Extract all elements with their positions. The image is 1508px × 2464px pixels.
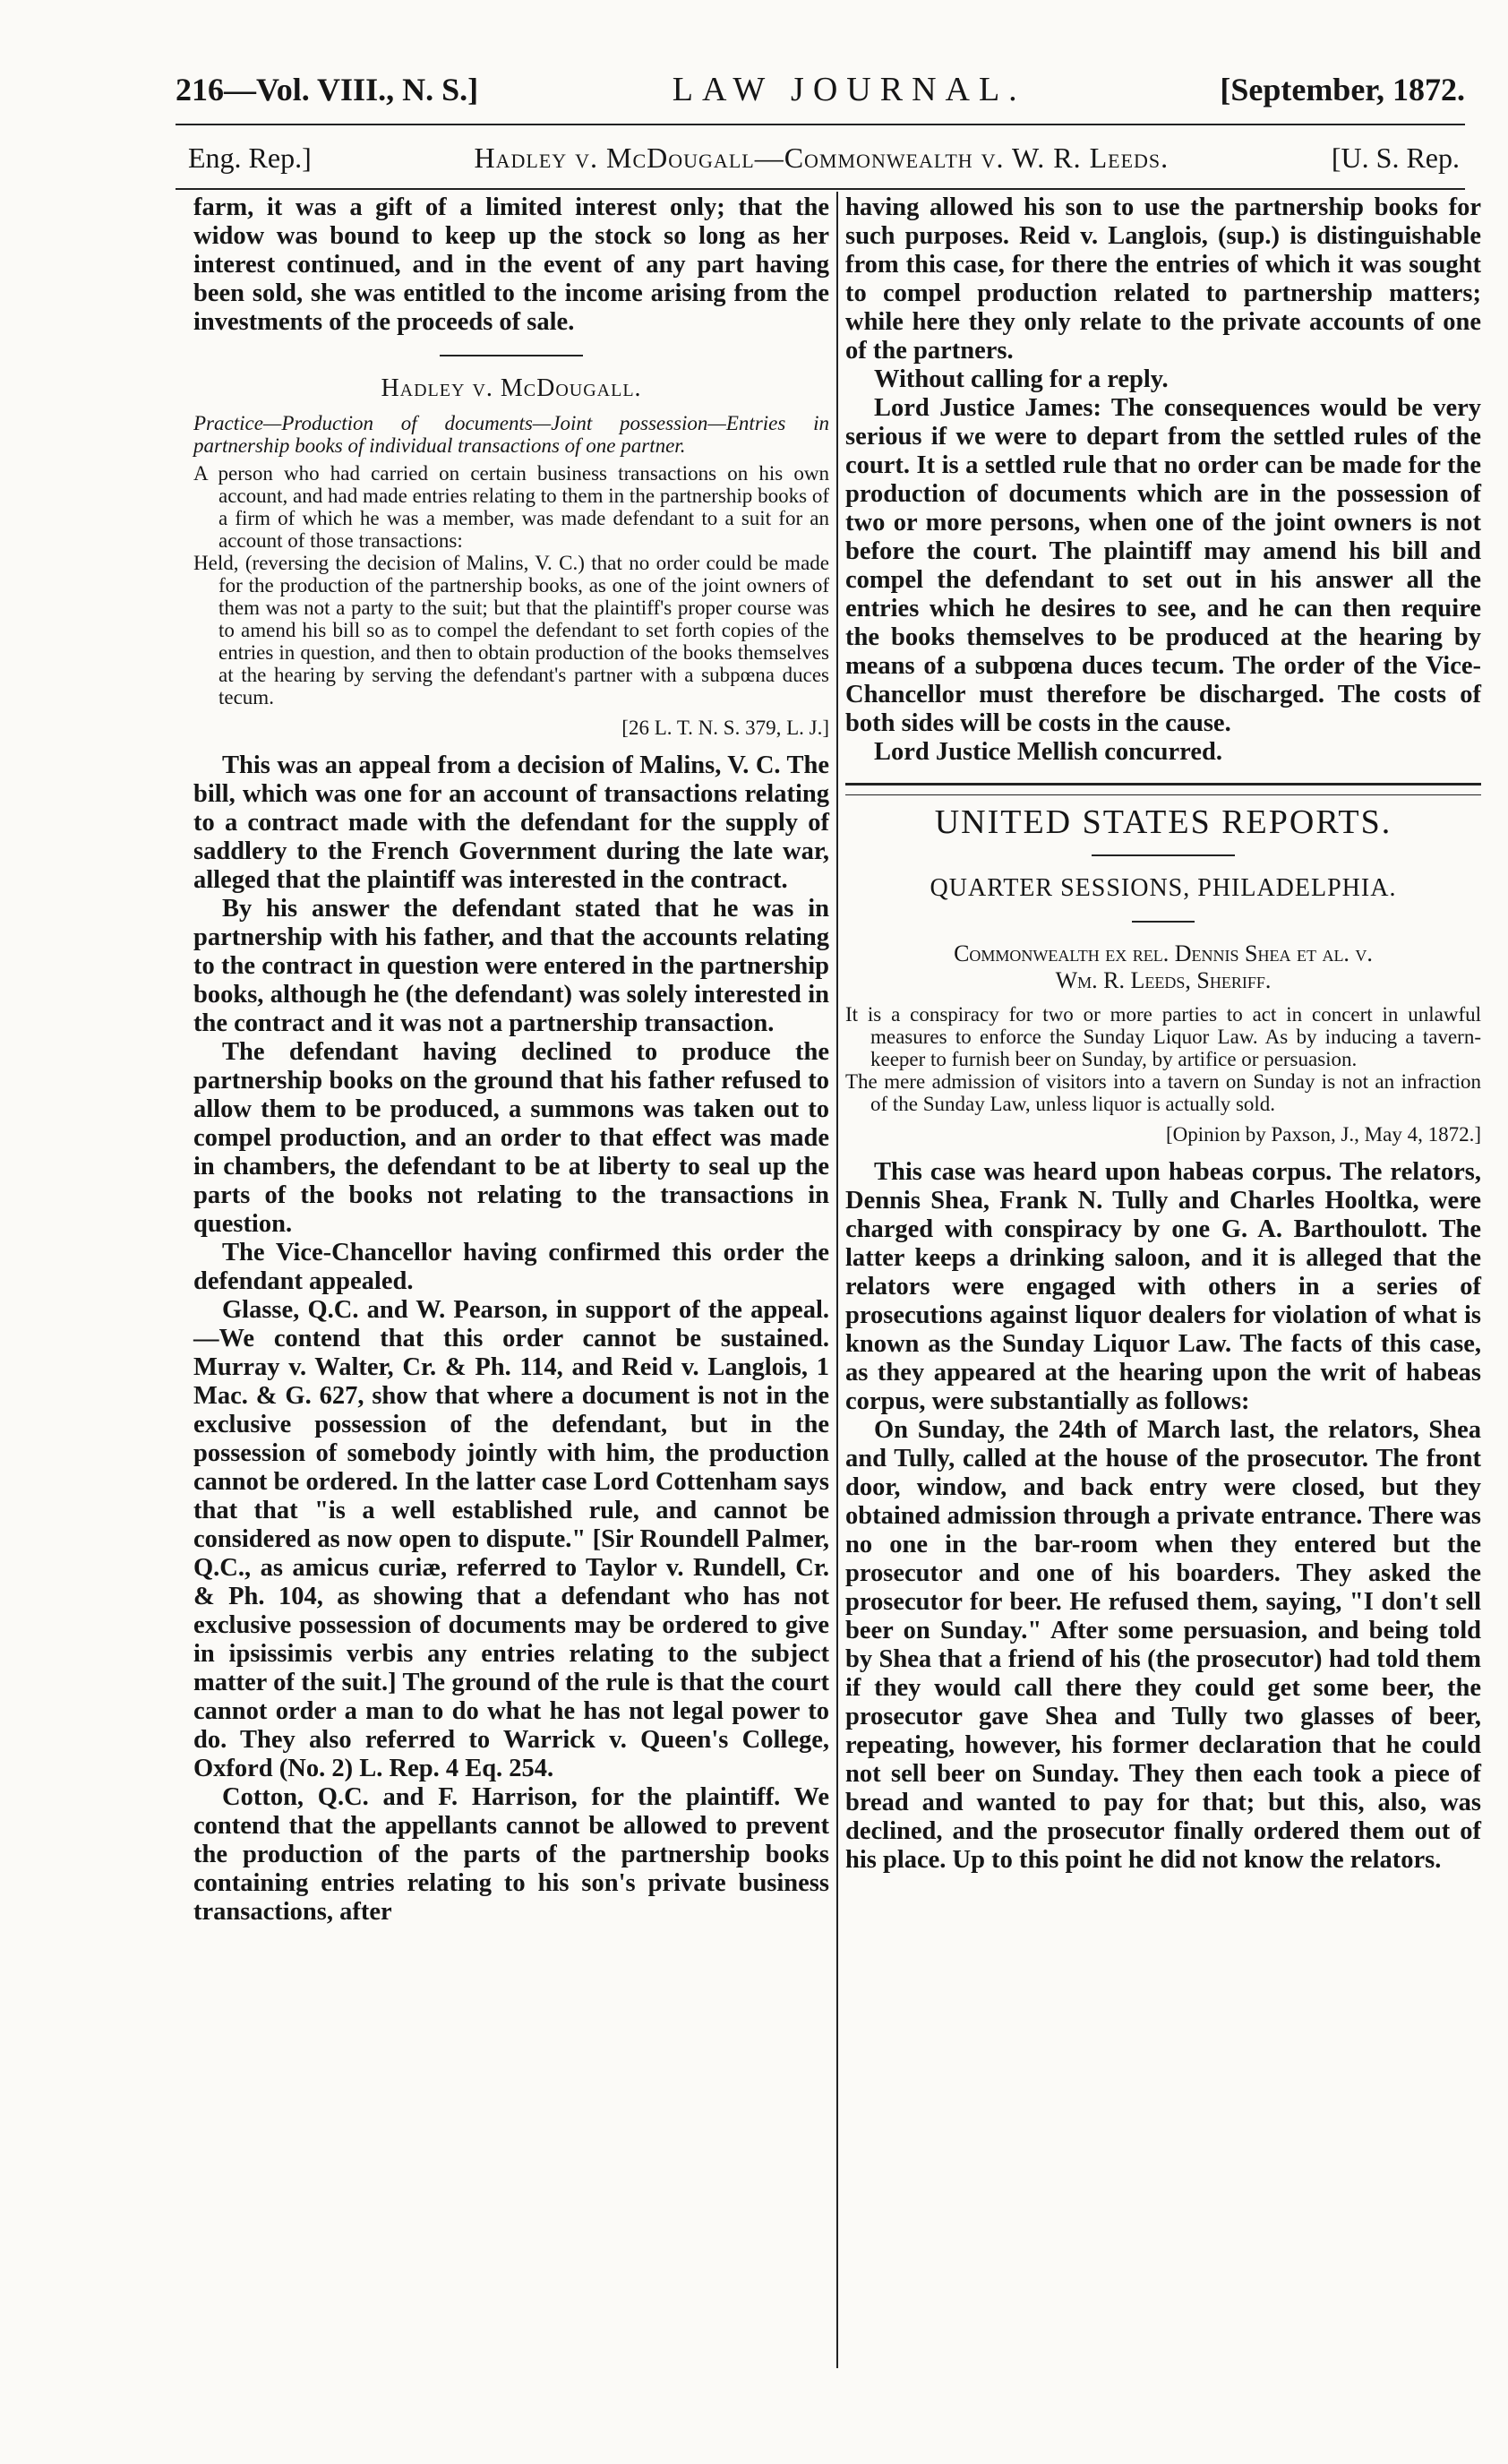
case-title-commonwealth [845,940,1481,994]
paragraph: The defendant having declined to produce the partnership books on the ground that his father refused to allow them to be produced, a summons was taken out to compel production, and an order to that effect was made in chambers, the defendant to be at liberty to seal up the parts of the books not relating to the transactions in question. [193,1038,829,1238]
paragraph: having allowed his son to use the partnership books for such purposes. Reid v. Langlois, (sup.) is distinguishable from this case, for there the entries of which it was sought to compel production related to partnership matters; while here they only relate to the private accounts of one of the partners. [845,193,1481,365]
paragraph: The Vice-Chancellor having confirmed this order the defendant appealed. [193,1239,829,1295]
paragraph: Without calling for a reply. [874,365,1169,393]
court-title: QUARTER SESSIONS, PHILADELPHIA. [930,874,1397,902]
separator-rule [1092,854,1235,856]
headnote [193,462,829,708]
case-title-line: Commonwealth ex rel. Dennis Shea et al. v. [954,940,1373,966]
header-date: [September, 1872. [1220,72,1465,107]
headnote-paragraph: The mere admission of visitors into a tavern on Sunday is not an infraction of the Sunday Law, unless liquor is actually sold. [845,1070,1481,1115]
paragraph: This case was heard upon habeas corpus. The relators, Dennis Shea, Frank N. Tully and Charles Hooltka, were charged with conspiracy by one G. A. Barthoulott. The latter keeps a drinking saloon, and it is alleged that the relators were engaged with others in a series of prosecutions against liquor dealers for violation of what is known as the Sunday Liquor Law. The facts of this case, as they appeared at the hearing upon the writ of habeas corpus, were substantially as follows: [845,1158,1481,1415]
opinion-citation: [Opinion by Paxson, J., May 4, 1872.] [1165,1123,1481,1146]
right-column [845,193,1481,1875]
headnote-paragraph: A person who had carried on certain business transactions on his own account, and had made entries relating to them in the partnership books of a firm of which he was a member, was made defendant to a suit for an account of those transactions: [193,462,829,552]
running-header [176,70,1465,113]
subheader-rule [176,188,1465,190]
headnote-paragraph: It is a conspiracy for two or more parties to act in concert in unlawful measures to enforce the Sunday Liquor Law. As by inducing a tavern-keeper to furnish beer on Sunday, by artifice or persuasion. [845,1003,1481,1070]
paragraph: Lord Justice Mellish concurred. [874,738,1222,766]
paragraph: By his answer the defendant stated that he was in partnership with his father, and that the accounts relating to the contract in question were entered in the partnership books, although he (the defendant) was solely interested in the contract and it was not a partnership transaction. [193,895,829,1037]
running-subheader [188,142,1460,185]
left-column [193,193,829,1927]
headnote-paragraph: Held, (reversing the decision of Malins, V. C.) that no order could be made for the production of the partnership books, as one of the joint owners of them was not a party to the suit; but that the plaintiff's proper course was to amend his bill so as to compel the defendant to set forth copies of the entries in question, and then to obtain production of the books themselves at the hearing by serving the defendant's partner with a subpœna duces tecum. [193,552,829,708]
headnote [845,1003,1481,1115]
paragraph: This was an appeal from a decision of Malins, V. C. The bill, which was one for an account of transactions relating to a contract made with the defendant for the supply of saddlery to the French Government during the late war, alleged that the plaintiff was interested in the contract. [193,751,829,894]
separator-rule [440,355,583,356]
paragraph: On Sunday, the 24th of March last, the relators, Shea and Tully, called at the house of the prosecutor. The front door, window, and back entry were closed, but they obtained admission through a private entrance. There was no one in the bar-room when they entered but the prosecutor and one of his boarders. They asked the prosecutor for beer. He refused them, saying, "I don't sell beer on Sunday." After some persuasion, and being told by Shea that a friend of his (the prosecutor) had told them if they would call there they could get some beer, the prosecutor gave Shea and Tully two glasses of beer, repeating, however, his former declaration that he could not sell beer on Sunday. They then each took a piece of bread and wanted to pay for that; but this, also, was declined, and the prosecutor finally ordered them out of his place. Up to this point he did not know the relators. [845,1416,1481,1874]
section-title-us-reports: UNITED STATES REPORTS. [934,803,1392,841]
paragraph: Cotton, Q.C. and F. Harrison, for the plaintiff. We contend that the appellants cannot be allowed to prevent the production of the parts of the partnership books containing entries relating to his son's private business transactions, after [193,1783,829,1926]
header-volume: 216—Vol. VIII., N. S.] [176,72,479,107]
case-title-line: Wm. R. Leeds, Sheriff. [1055,967,1272,993]
catchwords: Practice—Production of documents—Joint possession—Entries in partnership books of individual transactions of one partner. [193,412,829,457]
subheader-left: Eng. Rep.] [188,142,312,174]
paragraph: Glasse, Q.C. and W. Pearson, in support of the appeal.—We contend that this order cannot be sustained. Murray v. Walter, Cr. & Ph. 114, and Reid v. Langlois, 1 Mac. & G. 627, show that where a document is not in the exclusive possession of the defendant, but in the possession of somebody jointly with him, the production cannot be ordered. In the latter case Lord Cottenham says that that "is a well established rule, and cannot be considered as now open to dispute." [Sir Roundell Palmer, Q.C., as amicus curiæ, referred to Taylor v. Rundell, Cr. & Ph. 104, as showing that a defendant who has not exclusive possession of documents may be ordered to give in ipsissimis verbis any entries relating to the subject matter of the suit.] The ground of the rule is that the court cannot order a man to do what he has not legal power to do. They also referred to Warrick v. Queen's College, Oxford (No. 2) L. Rep. 4 Eq. 254. [193,1296,829,1782]
citation: [26 L. T. N. S. 379, L. J.] [621,717,829,739]
subheader-case-names: Hadley v. McDougall—Commonwealth v. W. R. Leeds. [474,142,1170,174]
paragraph: Lord Justice James: The consequences would be very serious if we were to depart from the settled rules of the court. It is a settled rule that no order can be made for the production of documents which are in the possession of two or more persons, when one of the joint owners is not before the court. The plaintiff may amend his bill and compel the defendant to set out in his answer all the entries which he desires to see, and he can then require the books themselves to be produced at the hearing by means of a subpœna duces tecum. The order of the Vice-Chancellor must therefore be discharged. The costs of both sides will be costs in the cause. [845,394,1481,737]
subheader-right: [U. S. Rep. [1331,142,1460,174]
header-rule [176,124,1465,125]
double-rule [845,783,1481,795]
header-journal-title: LAW JOURNAL. [672,71,1026,108]
paragraph: farm, it was a gift of a limited interest only; that the widow was bound to keep up the stock so long as her interest continued, and in the event of any part having been sold, she was entitled to the income arising from the investments of the proceeds of sale. [193,193,829,336]
case-title-hadley: Hadley v. McDougall. [381,374,642,402]
separator-rule [1132,921,1195,923]
column-divider [836,192,838,2368]
